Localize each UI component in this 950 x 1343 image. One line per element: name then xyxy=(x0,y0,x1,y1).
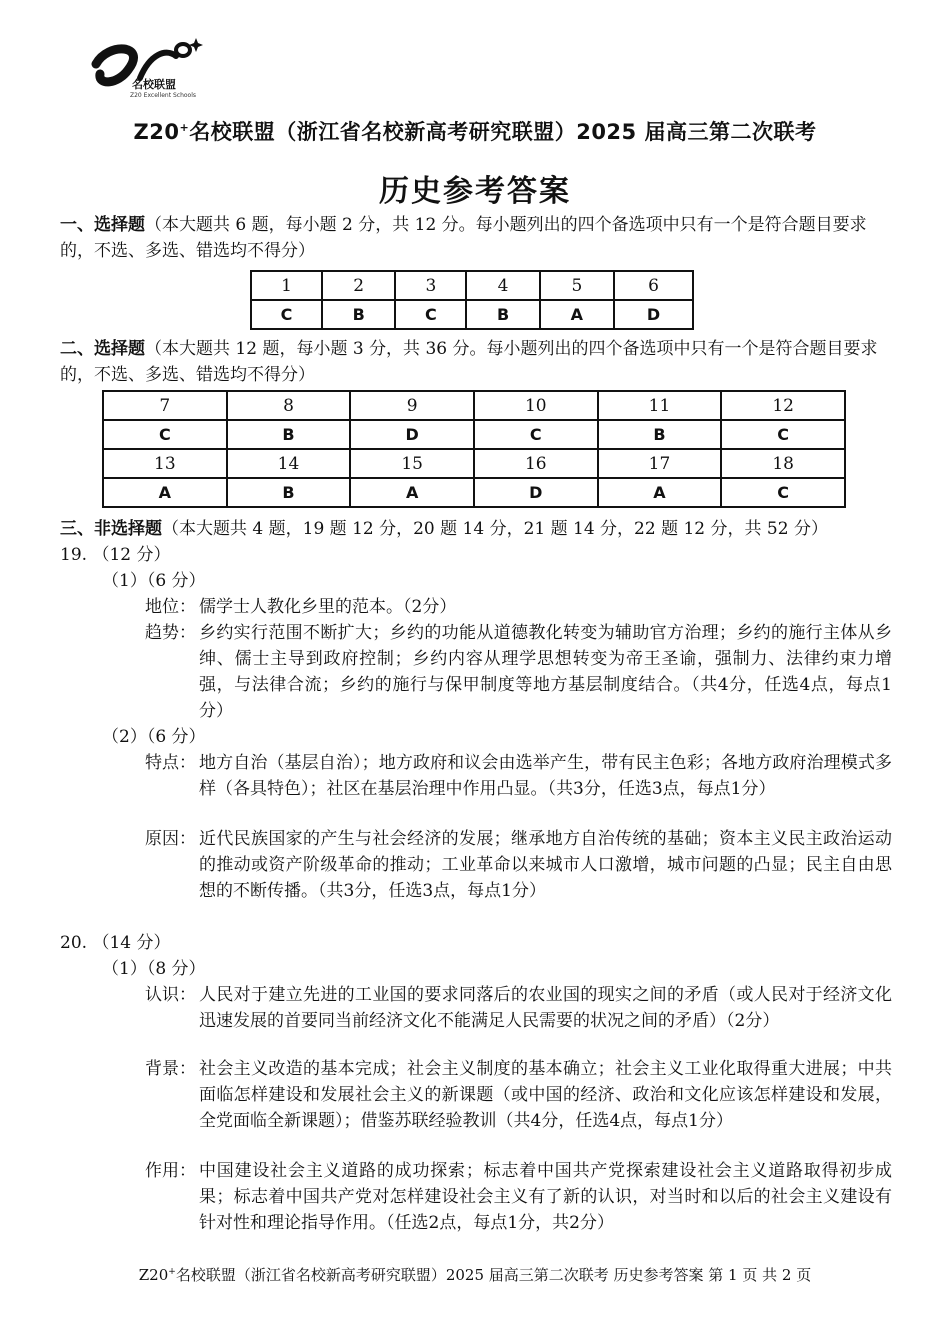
answer-label: 特点： xyxy=(145,753,196,773)
section2-intro xyxy=(60,336,892,388)
q20-answer-role xyxy=(145,1158,892,1236)
answer-text: 儒学士人教化乡里的范本。（2分） xyxy=(199,597,457,617)
exam-header: Z20+名校联盟（浙江省名校新高考研究联盟）2025 届高三第二次联考 xyxy=(133,120,817,144)
answer-label: 认识： xyxy=(145,985,196,1005)
answer-label: 趋势： xyxy=(145,623,196,643)
section2-description: （本大题共 12 题，每小题 3 分，共 36 分。每小题列出的四个备选项中只有一个是符合题目要求的，不选、多选、错选均不得分） xyxy=(60,339,878,385)
q19-answer-status xyxy=(145,594,892,620)
answer-label: 作用： xyxy=(145,1161,196,1181)
q19-heading: 19. （12 分） xyxy=(60,545,171,565)
table-row: A B A D A C xyxy=(103,478,845,507)
q19-answer-trend xyxy=(145,620,892,724)
q19-answer-features xyxy=(145,750,892,802)
q19-part1-heading: （1）（6 分） xyxy=(102,571,206,591)
section1-answer-table xyxy=(250,270,694,330)
section1-description: （本大题共 6 题，每小题 2 分，共 12 分。每小题列出的四个备选项中只有一个是符合题目要求的，不选、多选、错选均不得分） xyxy=(60,215,867,261)
q20-answer-background xyxy=(145,1056,892,1134)
section3-description: （本大题共 4 题，19 题 12 分，20 题 14 分，21 题 14 分，22 题 12 分，共 52 分） xyxy=(162,519,828,539)
document-title: 历史参考答案 xyxy=(379,174,571,209)
answer-text: 中国建设社会主义道路的成功探索；标志着中国共产党探索建设社会主义道路取得初步成果；标志着中国共产党对怎样建设社会主义有了新的认识，对当时和以后的社会主义建设有针对性和理论指导作用。（任选2点，每点1分，共2分） xyxy=(199,1161,892,1233)
logo-subtitle: Z20 Excellent Schools xyxy=(130,92,197,99)
answer-label: 背景： xyxy=(145,1059,196,1079)
answer-text: 人民对于建立先进的工业国的要求同落后的农业国的现实之间的矛盾（或人民对于经济文化迅速发展的首要同当前经济文化不能满足人民需要的状况之间的矛盾）（2分） xyxy=(199,985,892,1031)
section1-intro xyxy=(60,212,892,264)
section1-heading: 一、选择题 xyxy=(60,215,145,235)
table-row: 1 2 3 4 5 6 xyxy=(251,271,693,300)
table-row: C B D C B C xyxy=(103,420,845,449)
answer-text: 社会主义改造的基本完成；社会主义制度的基本确立；社会主义工业化取得重大进展；中共面临怎样建设和发展社会主义的新课题（或中国的经济、政治和文化应该怎样建设和发展，全党面临全新课题）；借鉴苏联经验教训（共4分，任选4点，每点1分） xyxy=(199,1059,892,1131)
q20-answer-understanding xyxy=(145,982,892,1034)
page-footer: Z20+名校联盟（浙江省名校新高考研究联盟）2025 届高三第二次联考 历史参考答案 第 1 页 共 2 页 xyxy=(138,1266,812,1284)
answer-label: 原因： xyxy=(145,829,196,849)
section3-heading: 三、非选择题 xyxy=(60,519,162,539)
table-row: 7 8 9 10 11 12 xyxy=(103,391,845,420)
answer-text: 地方自治（基层自治）；地方政府和议会由选举产生，带有民主色彩；各地方政府治理模式多样（各具特色）；社区在基层治理中作用凸显。（共3分，任选3点，每点1分） xyxy=(199,753,892,799)
section3-intro xyxy=(60,516,828,542)
logo-name: 名校联盟 xyxy=(132,78,176,91)
q20-heading: 20. （14 分） xyxy=(60,933,171,953)
answer-text: 近代民族国家的产生与社会经济的发展；继承地方自治传统的基础；资本主义民主政治运动的推动或资产阶级革命的推动；工业革命以来城市人口激增，城市问题的凸显；民主自由思想的不断传播。（共3分，任选3点，每点1分） xyxy=(199,829,892,901)
q19-answer-reasons xyxy=(145,826,892,904)
table-row: C B C B A D xyxy=(251,300,693,329)
q19-part2-heading: （2）（6 分） xyxy=(102,727,206,747)
answer-label: 地位： xyxy=(145,597,196,617)
section2-answer-table xyxy=(102,390,846,508)
q20-part1-heading: （1）（8 分） xyxy=(102,959,206,979)
answer-text: 乡约实行范围不断扩大；乡约的功能从道德教化转变为辅助官方治理；乡约的施行主体从乡绅、儒士主导到政府控制；乡约内容从理学思想转变为帝王圣谕，强制力、法律约束力增强，与法律合流；乡约的施行与保甲制度等地方基层制度结合。（共4分，任选4点，每点1分） xyxy=(199,623,892,721)
section2-heading: 二、选择题 xyxy=(60,339,145,359)
table-row: 13 14 15 16 17 18 xyxy=(103,449,845,478)
